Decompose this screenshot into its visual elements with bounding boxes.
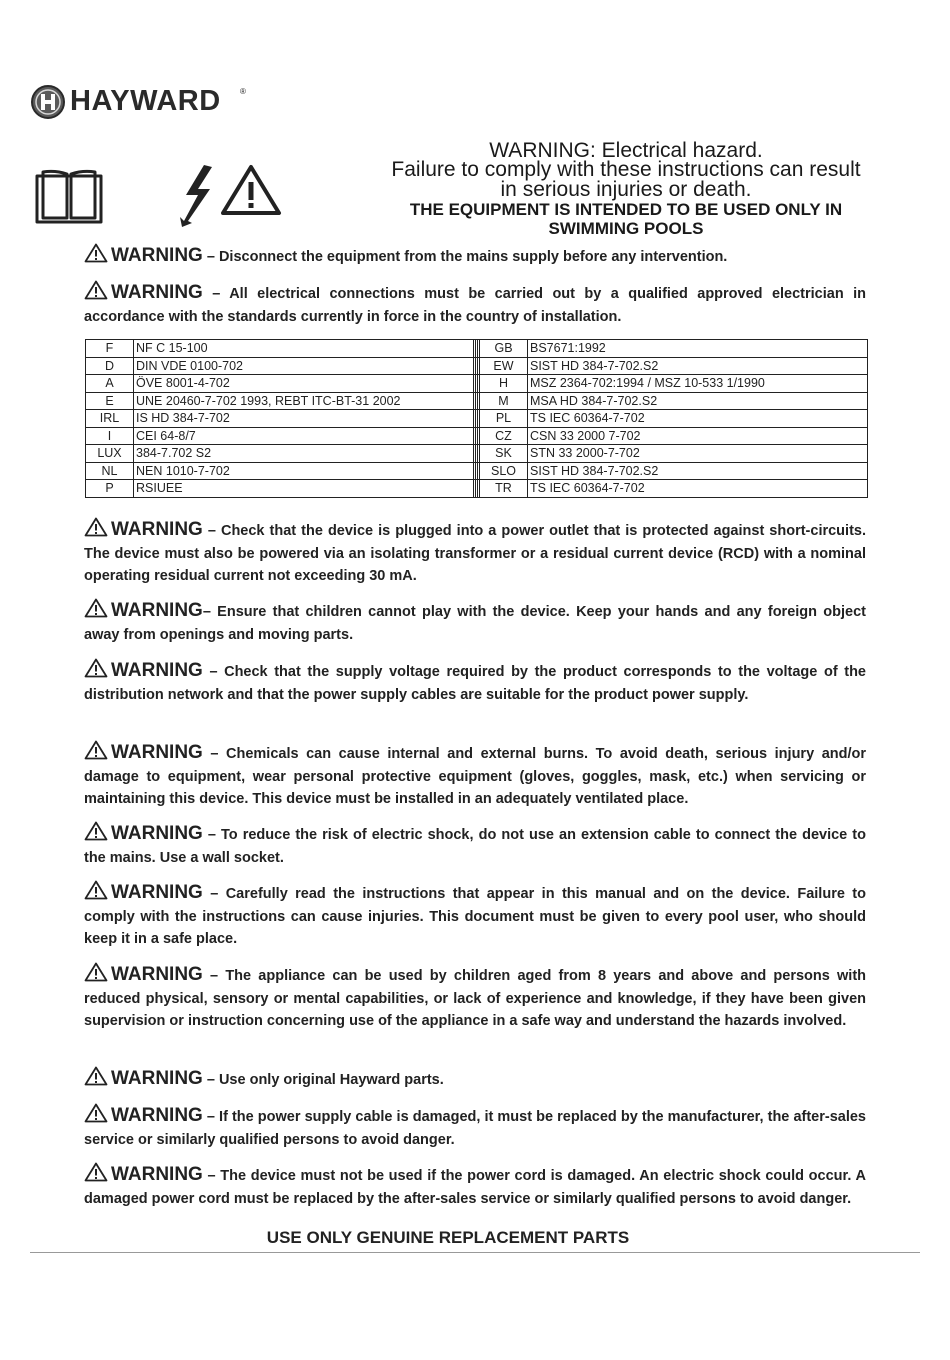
country-code: F	[86, 340, 134, 358]
header-line-4: THE EQUIPMENT IS INTENDED TO BE USED ONLY IN	[409, 200, 843, 219]
header-line-1: WARNING: Electrical hazard.	[489, 139, 763, 162]
warning-7	[84, 821, 866, 869]
registered-mark: ®	[240, 87, 246, 96]
country-code: E	[86, 392, 134, 410]
standard-ref: TS IEC 60364-7-702	[528, 410, 868, 428]
warning-4	[84, 598, 866, 646]
warning-text: – Use only original Hayward parts.	[206, 1072, 444, 1088]
table-row	[86, 462, 478, 480]
warning-10	[84, 1066, 866, 1092]
warning-6	[84, 740, 866, 811]
header-line-2: Failure to comply with these instructions can result	[391, 158, 861, 181]
table-row	[86, 375, 478, 393]
country-code: H	[480, 375, 528, 393]
standards-table	[85, 339, 872, 497]
warning-text: – The appliance can be used by children aged from 8 years and above and persons with reduced physical, sensory or mental capabilities, or lack of experience and knowledge, if they have been given supervision or instruction concerning use of the appliance in a safe way and understand the hazards involved.	[84, 968, 867, 1029]
warning-label: WARNING	[111, 600, 203, 621]
table-row	[86, 392, 478, 410]
warning-triangle-icon	[220, 164, 282, 216]
warning-triangle-icon	[84, 598, 108, 618]
country-code: PL	[480, 410, 528, 428]
country-code: M	[480, 392, 528, 410]
country-code: EW	[480, 357, 528, 375]
table-row	[476, 392, 868, 410]
country-code: SK	[480, 445, 528, 463]
standard-ref: NF C 15-100	[134, 340, 474, 358]
warning-text: – Check that the supply voltage required by the product corresponds to the voltage of the distribution network and that the power supply cables are suitable for the product power supply.	[84, 664, 866, 703]
warning-label: WARNING	[111, 1105, 203, 1126]
country-code: A	[86, 375, 134, 393]
table-row	[476, 375, 868, 393]
table-row	[86, 357, 478, 375]
brand-wordmark: HAYWARD	[70, 85, 221, 117]
warning-label: WARNING	[111, 1164, 203, 1185]
standard-ref: NEN 1010-7-702	[134, 462, 474, 480]
warning-text: – Ensure that children cannot play with the device. Keep your hands and any foreign object away from openings and moving parts.	[84, 604, 866, 643]
standards-table-right	[475, 339, 868, 498]
warning-8	[84, 880, 866, 951]
warning-label: WARNING	[111, 1068, 203, 1089]
standard-ref: ÖVE 8001-4-702	[134, 375, 474, 393]
table-row	[476, 445, 868, 463]
warning-label: WARNING	[111, 964, 203, 985]
standards-table-left	[85, 339, 478, 498]
warning-text: – To reduce the risk of electric shock, do not use an extension cable to connect the device to the mains. Use a wall socket.	[84, 827, 866, 866]
country-code: D	[86, 357, 134, 375]
warning-9	[84, 962, 866, 1033]
warning-triangle-icon	[84, 1066, 108, 1086]
standard-ref: UNE 20460-7-702 1993, REBT ITC-BT-31 2002	[134, 392, 474, 410]
standard-ref: 384-7.702 S2	[134, 445, 474, 463]
warning-label: WARNING	[111, 245, 203, 266]
table-row	[86, 340, 478, 358]
table-row	[476, 462, 868, 480]
warning-text: – Chemicals can cause internal and external burns. To avoid death, serious injury and/or damage to equipment, wear personal protective equipment (gloves, goggles, mask, etc.) when servicing or maintaining this device. This device must be installed in an adequately ventilated place.	[84, 746, 866, 807]
warning-triangle-icon	[84, 517, 108, 537]
warning-label: WARNING	[111, 742, 203, 763]
standard-ref: STN 33 2000-7-702	[528, 445, 868, 463]
country-code: P	[86, 480, 134, 498]
table-row	[86, 445, 478, 463]
table-row	[476, 480, 868, 498]
standard-ref: SIST HD 384-7-702.S2	[528, 462, 868, 480]
standard-ref: DIN VDE 0100-702	[134, 357, 474, 375]
standard-ref: CSN 33 2000 7-702	[528, 427, 868, 445]
warning-1	[84, 243, 866, 269]
footer-divider	[30, 1252, 920, 1253]
warning-text: – All electrical connections must be carried out by a qualified approved electrician in accordance with the standards currently in force in the country of installation.	[84, 286, 866, 325]
table-row	[86, 480, 478, 498]
footer-note: USE ONLY GENUINE REPLACEMENT PARTS	[266, 1228, 630, 1247]
warning-triangle-icon	[84, 1162, 108, 1182]
country-code: GB	[480, 340, 528, 358]
country-code: SLO	[480, 462, 528, 480]
country-code: LUX	[86, 445, 134, 463]
country-code: NL	[86, 462, 134, 480]
warning-label: WARNING	[111, 519, 203, 540]
warning-text: – If the power supply cable is damaged, it must be replaced by the manufacturer, the after-sales service or similarly qualified persons to avoid danger.	[84, 1109, 866, 1148]
warning-12	[84, 1162, 866, 1210]
warning-label: WARNING	[111, 282, 203, 303]
hayward-logo	[30, 84, 260, 120]
standard-ref: TS IEC 60364-7-702	[528, 480, 868, 498]
warning-triangle-icon	[84, 821, 108, 841]
standard-ref: SIST HD 384-7-702.S2	[528, 357, 868, 375]
warning-text: – Carefully read the instructions that appear in this manual and on the device. Failure to comply with the instructions can cause injuries. This document must be given to every pool user, who should keep it in a safe place.	[84, 886, 866, 947]
standard-ref: MSZ 2364-702:1994 / MSZ 10-533 1/1990	[528, 375, 868, 393]
warning-label: WARNING	[111, 882, 203, 903]
warning-text: – Disconnect the equipment from the mains supply before any intervention.	[206, 249, 728, 265]
warning-triangle-icon	[84, 1103, 108, 1123]
warning-triangle-icon	[84, 880, 108, 900]
manual-book-icon	[34, 168, 104, 226]
lightning-bolt-icon	[176, 163, 216, 229]
standard-ref: RSIUEE	[134, 480, 474, 498]
table-row	[86, 427, 478, 445]
warning-label: WARNING	[111, 823, 203, 844]
country-code: IRL	[86, 410, 134, 428]
warning-triangle-icon	[84, 243, 108, 263]
table-row	[476, 340, 868, 358]
country-code: CZ	[480, 427, 528, 445]
country-code: TR	[480, 480, 528, 498]
hayward-h-logo-icon	[30, 84, 66, 120]
warning-triangle-icon	[84, 962, 108, 982]
header-line-5: SWIMMING POOLS	[548, 219, 704, 238]
table-row	[476, 357, 868, 375]
warning-label: WARNING	[111, 660, 203, 681]
standard-ref: MSA HD 384-7-702.S2	[528, 392, 868, 410]
warning-text: – Check that the device is plugged into a power outlet that is protected against short-circuits. The device must also be powered via an isolating transformer or a residual current device (RCD) with a nominal operating residual current not exceeding 30 mA.	[84, 523, 866, 584]
table-row	[86, 410, 478, 428]
standard-ref: CEI 64-8/7	[134, 427, 474, 445]
standard-ref: IS HD 384-7-702	[134, 410, 474, 428]
table-row	[476, 427, 868, 445]
country-code: I	[86, 427, 134, 445]
standard-ref: BS7671:1992	[528, 340, 868, 358]
table-row	[476, 410, 868, 428]
warning-2	[84, 280, 866, 328]
warning-text: – The device must not be used if the power cord is damaged. An electric shock could occur. A damaged power cord must be replaced by the after-sales service or similarly qualified persons to avoid danger.	[84, 1168, 866, 1207]
warning-3	[84, 517, 866, 588]
warning-5	[84, 658, 866, 706]
header-line-3: in serious injuries or death.	[500, 178, 752, 201]
warning-triangle-icon	[84, 280, 108, 300]
warning-triangle-icon	[84, 740, 108, 760]
warning-11	[84, 1103, 866, 1151]
warning-triangle-icon	[84, 658, 108, 678]
